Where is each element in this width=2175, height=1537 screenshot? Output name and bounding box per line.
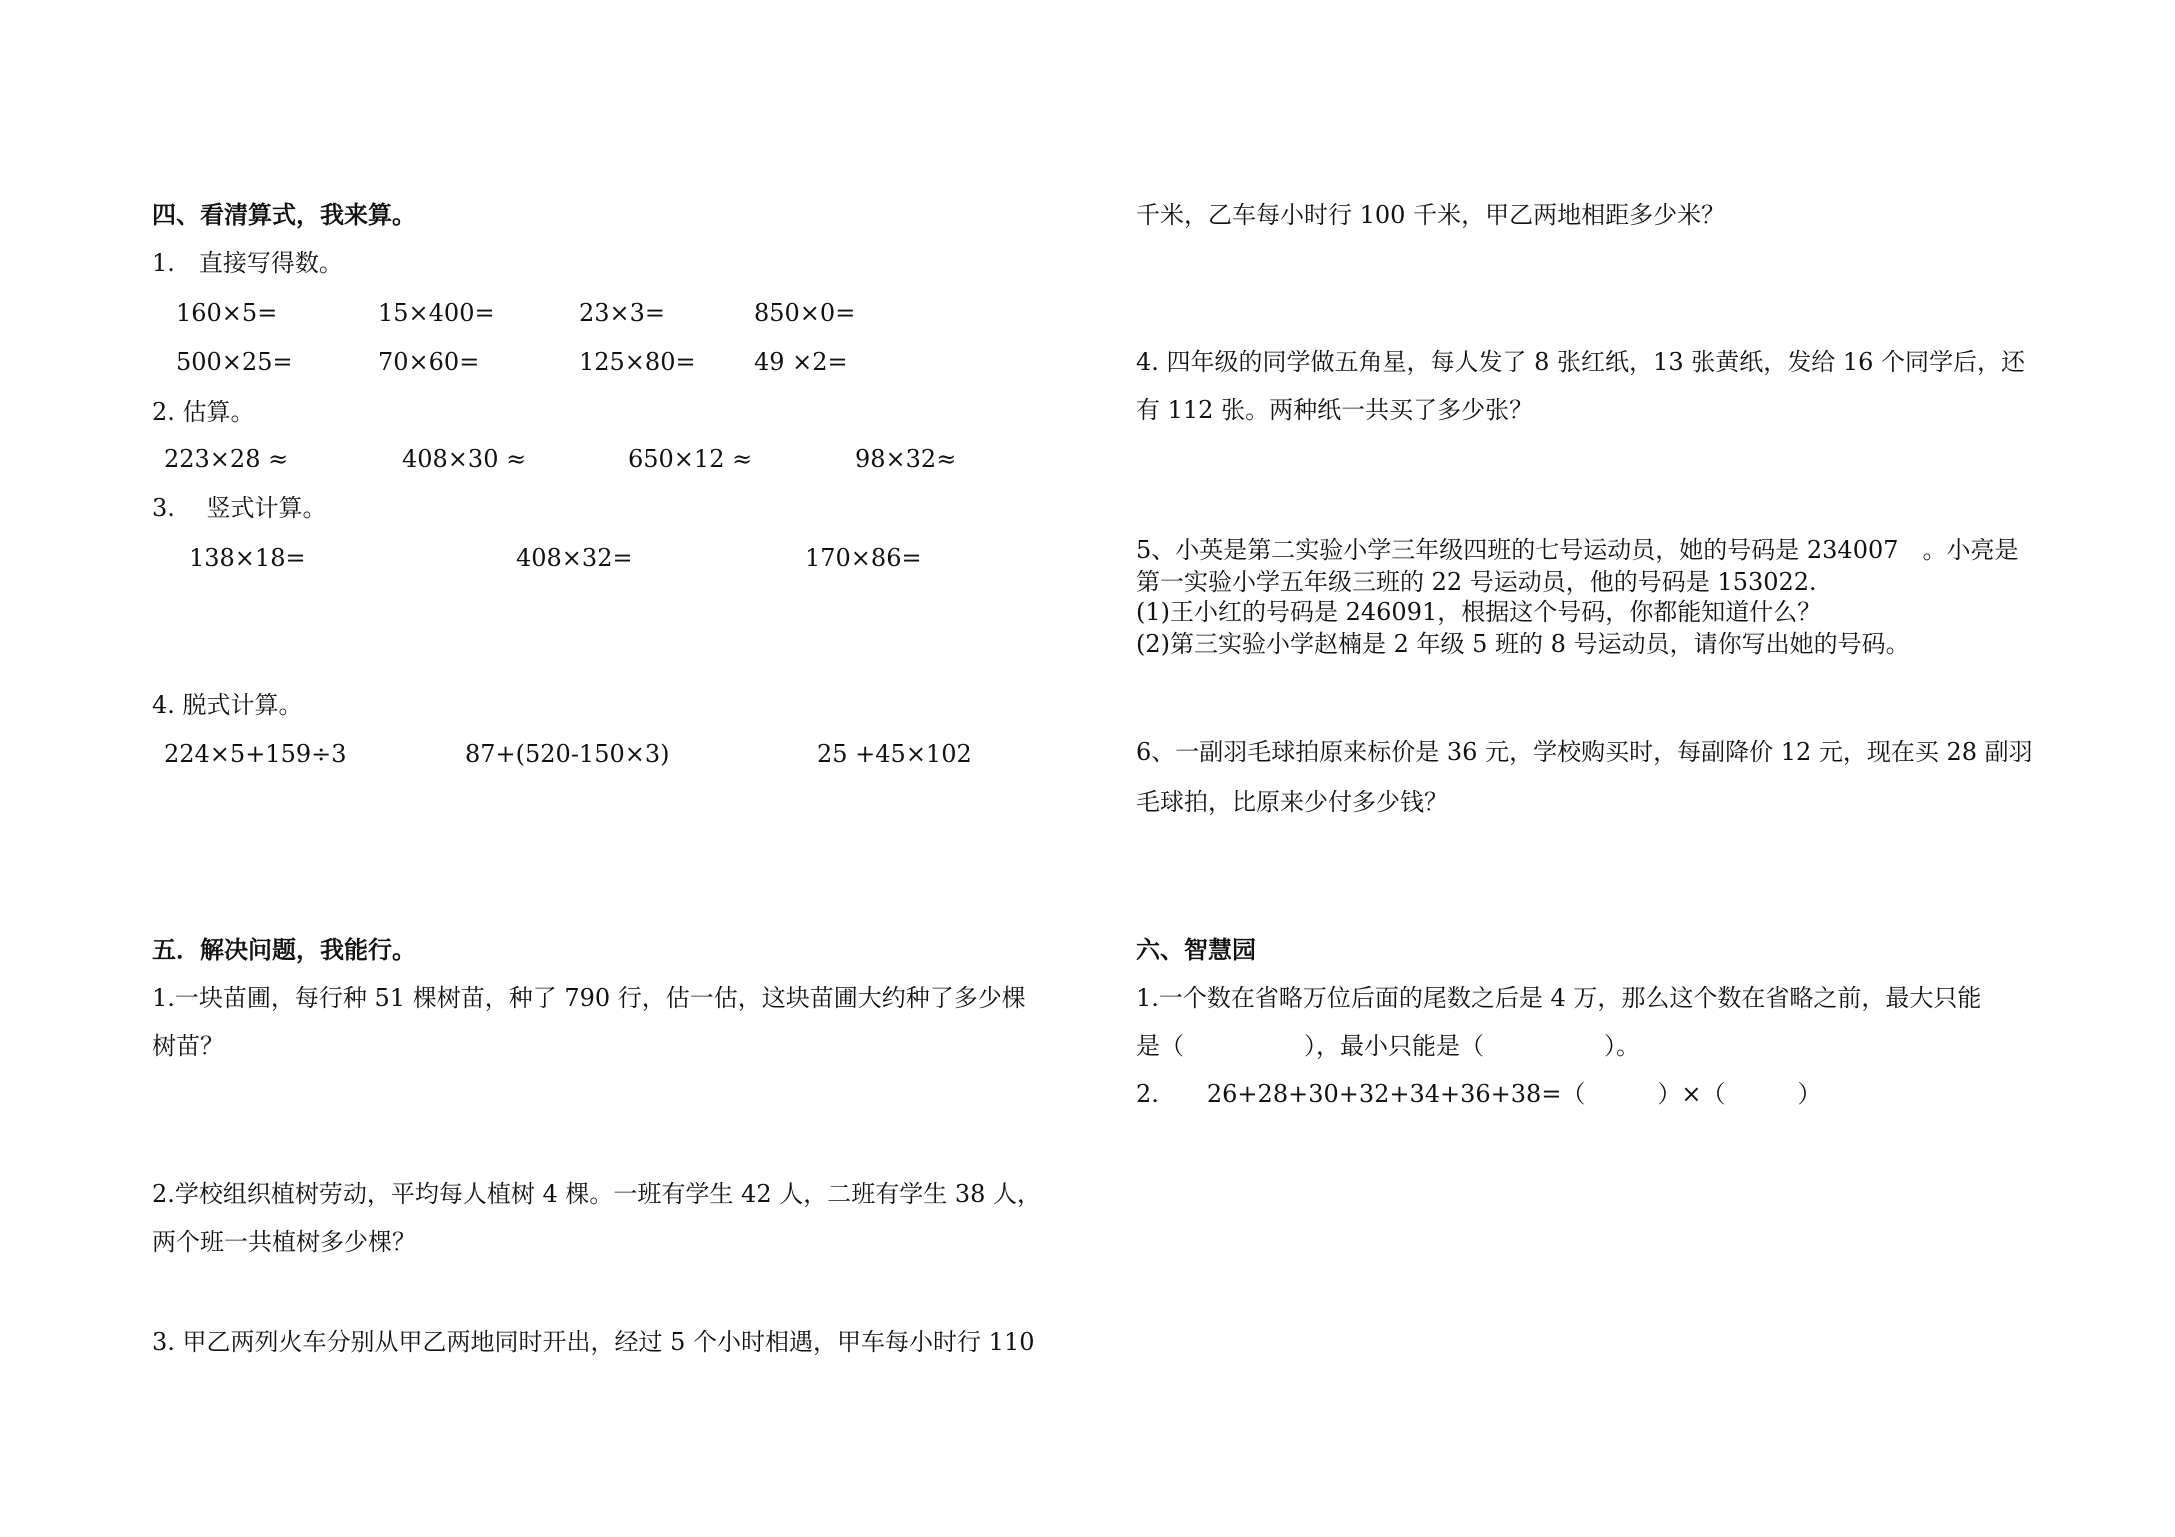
problem-4-line: 4. 四年级的同学做五角星，每人发了 8 张红纸，13 张黄纸，发给 16 个同学后，还 (1136, 348, 2026, 376)
wisdom-q1-line: 1.一个数在省略万位后面的尾数之后是 4 万，那么这个数在省略之前，最大只能 (1136, 984, 1982, 1012)
mental-math-item: 160×5= (176, 299, 278, 327)
section-6-title: 六、智慧园 (1136, 936, 1256, 964)
problem-2-line: 2.学校组织植树劳动，平均每人植树 4 棵。一班有学生 42 人，二班有学生 38 人， (152, 1180, 1042, 1208)
problem-2-line: 两个班一共植树多少棵？ (152, 1228, 416, 1256)
step-calc-item: 87+(520-150×3) (465, 740, 670, 768)
problem-1-line: 树苗？ (152, 1032, 224, 1060)
problem-3-line: 3. 甲乙两列火车分别从甲乙两地同时开出，经过 5 个小时相遇，甲车每小时行 110 (152, 1328, 1035, 1356)
problem-5-line: (2)第三实验小学赵楠是 2 年级 5 班的 8 号运动员，请你写出她的号码。 (1136, 630, 1910, 658)
wisdom-q2-line: 2. 26+28+30+32+34+36+38=（ ）×（ ） (1136, 1080, 1822, 1108)
section-4-title: 四、看清算式，我来算。 (152, 201, 416, 229)
section-5-title: 五．解决问题，我能行。 (152, 936, 416, 964)
estimate-item: 408×30 ≈ (402, 445, 527, 473)
section-4-q1-label: 1. 直接写得数。 (152, 249, 343, 277)
mental-math-item: 500×25= (176, 348, 293, 376)
estimate-item: 98×32≈ (855, 445, 957, 473)
mental-math-item: 15×400= (378, 299, 495, 327)
problem-5-line: (1)王小红的号码是 246091，根据这个号码，你都能知道什么？ (1136, 598, 1822, 626)
problem-3-continuation: 千米，乙车每小时行 100 千米，甲乙两地相距多少米？ (1136, 201, 1726, 229)
section-4-q3-label: 3. 竖式计算。 (152, 494, 327, 522)
mental-math-item: 125×80= (579, 348, 696, 376)
step-calc-item: 25 +45×102 (817, 740, 972, 768)
mental-math-item: 23×3= (579, 299, 666, 327)
problem-1-line: 1.一块苗圃，每行种 51 棵树苗，种了 790 行，估一估，这块苗圃大约种了多少棵 (152, 984, 1026, 1012)
problem-6-line: 毛球拍，比原来少付多少钱？ (1136, 788, 1448, 816)
estimate-item: 650×12 ≈ (628, 445, 753, 473)
section-4-q2-label: 2. 估算。 (152, 398, 255, 426)
vertical-calc-item: 408×32= (516, 544, 633, 572)
mental-math-item: 49 ×2= (754, 348, 848, 376)
section-4-q4-label: 4. 脱式计算。 (152, 691, 303, 719)
mental-math-item: 850×0= (754, 299, 856, 327)
problem-4-line: 有 112 张。两种纸一共买了多少张？ (1136, 396, 1534, 424)
problem-5-line: 5、小英是第二实验小学三年级四班的七号运动员，她的号码是 234007 。小亮是 (1136, 536, 2019, 564)
estimate-item: 223×28 ≈ (164, 445, 289, 473)
wisdom-q1-line: 是（ ），最小只能是（ ）。 (1136, 1032, 1640, 1060)
step-calc-item: 224×5+159÷3 (164, 740, 347, 768)
problem-5-line: 第一实验小学五年级三班的 22 号运动员，他的号码是 153022. (1136, 568, 1817, 596)
vertical-calc-item: 170×86= (805, 544, 922, 572)
mental-math-item: 70×60= (378, 348, 480, 376)
problem-6-line: 6、一副羽毛球拍原来标价是 36 元，学校购买时，每副降价 12 元，现在买 28 副羽 (1136, 738, 2033, 766)
vertical-calc-item: 138×18= (189, 544, 306, 572)
